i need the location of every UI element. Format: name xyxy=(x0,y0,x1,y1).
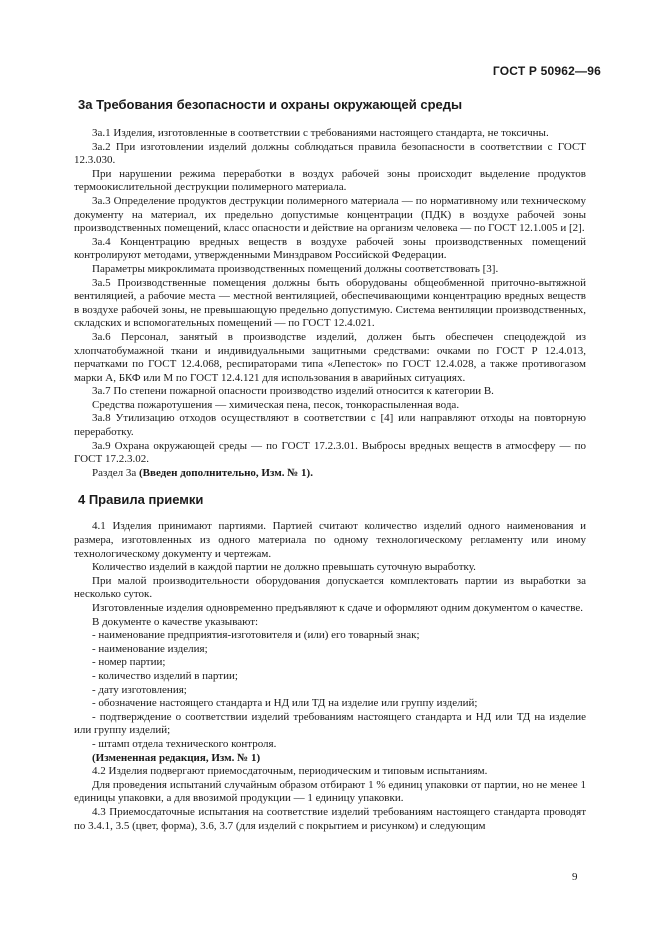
edition-note: (Измененная редакция, Изм. № 1) xyxy=(92,751,261,764)
paragraph-4-1-submission: Изготовленные изделия одновременно предъявляют к сдаче и оформляют одним документом о качестве. xyxy=(92,602,583,614)
paragraph-3a-4: 3а.4 Концентрацию вредных веществ в воздухе рабочей зоны производственных помещений контролируют методами, утвержденными Минздравом Российской Федерации. xyxy=(74,235,586,262)
paragraph-3a-9: 3а.9 Охрана окружающей среды — по ГОСТ 17.2.3.01. Выбросы вредных веществ в атмосферу — по ГОСТ 17.2.3.02. xyxy=(74,439,586,466)
paragraph-4-1: 4.1 Изделия принимают партиями. Партией считают количество изделий одного наименования и размера, изготовленных из одного материала по одному технологическому регламенту или иному технологическому документу и чертежам. xyxy=(74,520,586,560)
list-item: - наименование предприятия-изготовителя и (или) его товарный знак; xyxy=(92,629,420,642)
paragraph-3a-2: 3а.2 При изготовлении изделий должны соблюдаться правила безопасности в соответствии с ГОСТ 12.3.030. xyxy=(74,140,586,167)
paragraph-3a-6: 3а.6 Персонал, занятый в производстве изделий, должен быть обеспечен спецодеждой из хлопчатобумажной ткани и индивидуальными защитными средствами: очками по ГОСТ Р 12.4.013, перчатками по ГОСТ 12.4.068, респираторами типа «Лепесток» по ГОСТ 12.4.028, а также противогазом марки А, БКФ или М по ГОСТ 12.4.121 для использования в аварийных ситуациях. xyxy=(74,330,586,384)
list-item: - подтверждение о соответствии изделий требованиям настоящего стандарта и НД или ТД на изделие или группу изделий; xyxy=(74,710,586,737)
list-item: - количество изделий в партии; xyxy=(92,669,238,682)
paragraph-3a-7: 3а.7 По степени пожарной опасности производство изделий относится к категории В. xyxy=(92,385,494,398)
list-item: - наименование изделия; xyxy=(92,642,208,655)
list-item: - номер партии; xyxy=(92,656,166,669)
paragraph-3a-2-note: При нарушении режима переработки в воздух рабочей зоны происходит выделение продуктов термоокислительной деструкции полимерного материала. xyxy=(74,167,586,194)
paragraph-3a-5: 3а.5 Производственные помещения должны быть оборудованы общеобменной приточно-вытяжной вентиляцией, а рабочие места — местной вентиляцией, обеспечивающими концентрацию вредных веществ в воздухе рабочей зоны, не превышающую предельно допустимую. Система вентиляции производственных, складских и вспомогательных помещений — по ГОСТ 12.4.021. xyxy=(74,276,586,330)
paragraph-4-1-quality-doc: В документе о качестве указывают: xyxy=(92,615,259,628)
paragraph-3a-4-microclimate: Параметры микроклимата производственных помещений должны соответствовать [3]. xyxy=(92,262,499,275)
paragraph-3a-3: 3а.3 Определение продуктов деструкции полимерного материала — по нормативному или техническому документу на материал, их предельно допустимые концентрации (ПДК) в воздухе рабочей зоны производственных помещений, класс опасности и действие на организм человека — по ГОСТ 12.1.005 и [2]. xyxy=(74,194,586,235)
section-3a-note-prefix: Раздел 3а xyxy=(92,466,139,479)
paragraph-3a-7-extinguishing: Средства пожаротушения — химическая пена, песок, тонкораспыленная вода. xyxy=(92,398,460,411)
list-item: - штамп отдела технического контроля. xyxy=(92,737,277,750)
list-item: - обозначение настоящего стандарта и НД или ТД на изделие или группу изделий; xyxy=(92,697,478,710)
section-3a-heading: 3а Требования безопасности и охраны окружающей среды xyxy=(78,97,463,112)
document-code: ГОСТ Р 50962—96 xyxy=(492,64,601,78)
section-4-heading: 4 Правила приемки xyxy=(78,492,204,508)
paragraph-4-2: 4.2 Изделия подвергают приемосдаточным, периодическим и типовым испытаниям. xyxy=(92,765,488,778)
paragraph-3a-8: 3а.8 Утилизацию отходов осуществляют в соответствии с [4] или направляют отходы на повторную переработку. xyxy=(74,412,586,439)
paragraph-3a-1: 3а.1 Изделия, изготовленные в соответствии с требованиями настоящего стандарта, не токсичны. xyxy=(92,127,549,139)
page-number: 9 xyxy=(572,871,578,883)
page-content xyxy=(74,92,586,833)
paragraph-4-3: 4.3 Приемосдаточные испытания на соответствие изделий требованиям настоящего стандарта проводят по 3.4.1, 3.5 (цвет, форма), 3.6, 3.7 (для изделий с покрытием и рисунком) и следующим xyxy=(74,805,586,832)
paragraph-4-2-sampling: Для проведения испытаний случайным образом отбирают 1 % единиц упаковки от партии, но не менее 1 единицы упаковки, а для ввозимой продукции — 1 единицу упаковки. xyxy=(74,778,586,805)
list-item: - дату изготовления; xyxy=(92,683,187,696)
paragraph-4-1-quantity: Количество изделий в каждой партии не должно превышать суточную выработку. xyxy=(92,561,476,574)
section-3a-note xyxy=(74,467,586,481)
paragraph-4-1-low-output: При малой производительности оборудования допускается комплектовать партии из выработки за несколько суток. xyxy=(74,574,586,601)
section-3a-note-bold: (Введен дополнительно, Изм. № 1). xyxy=(139,466,313,479)
